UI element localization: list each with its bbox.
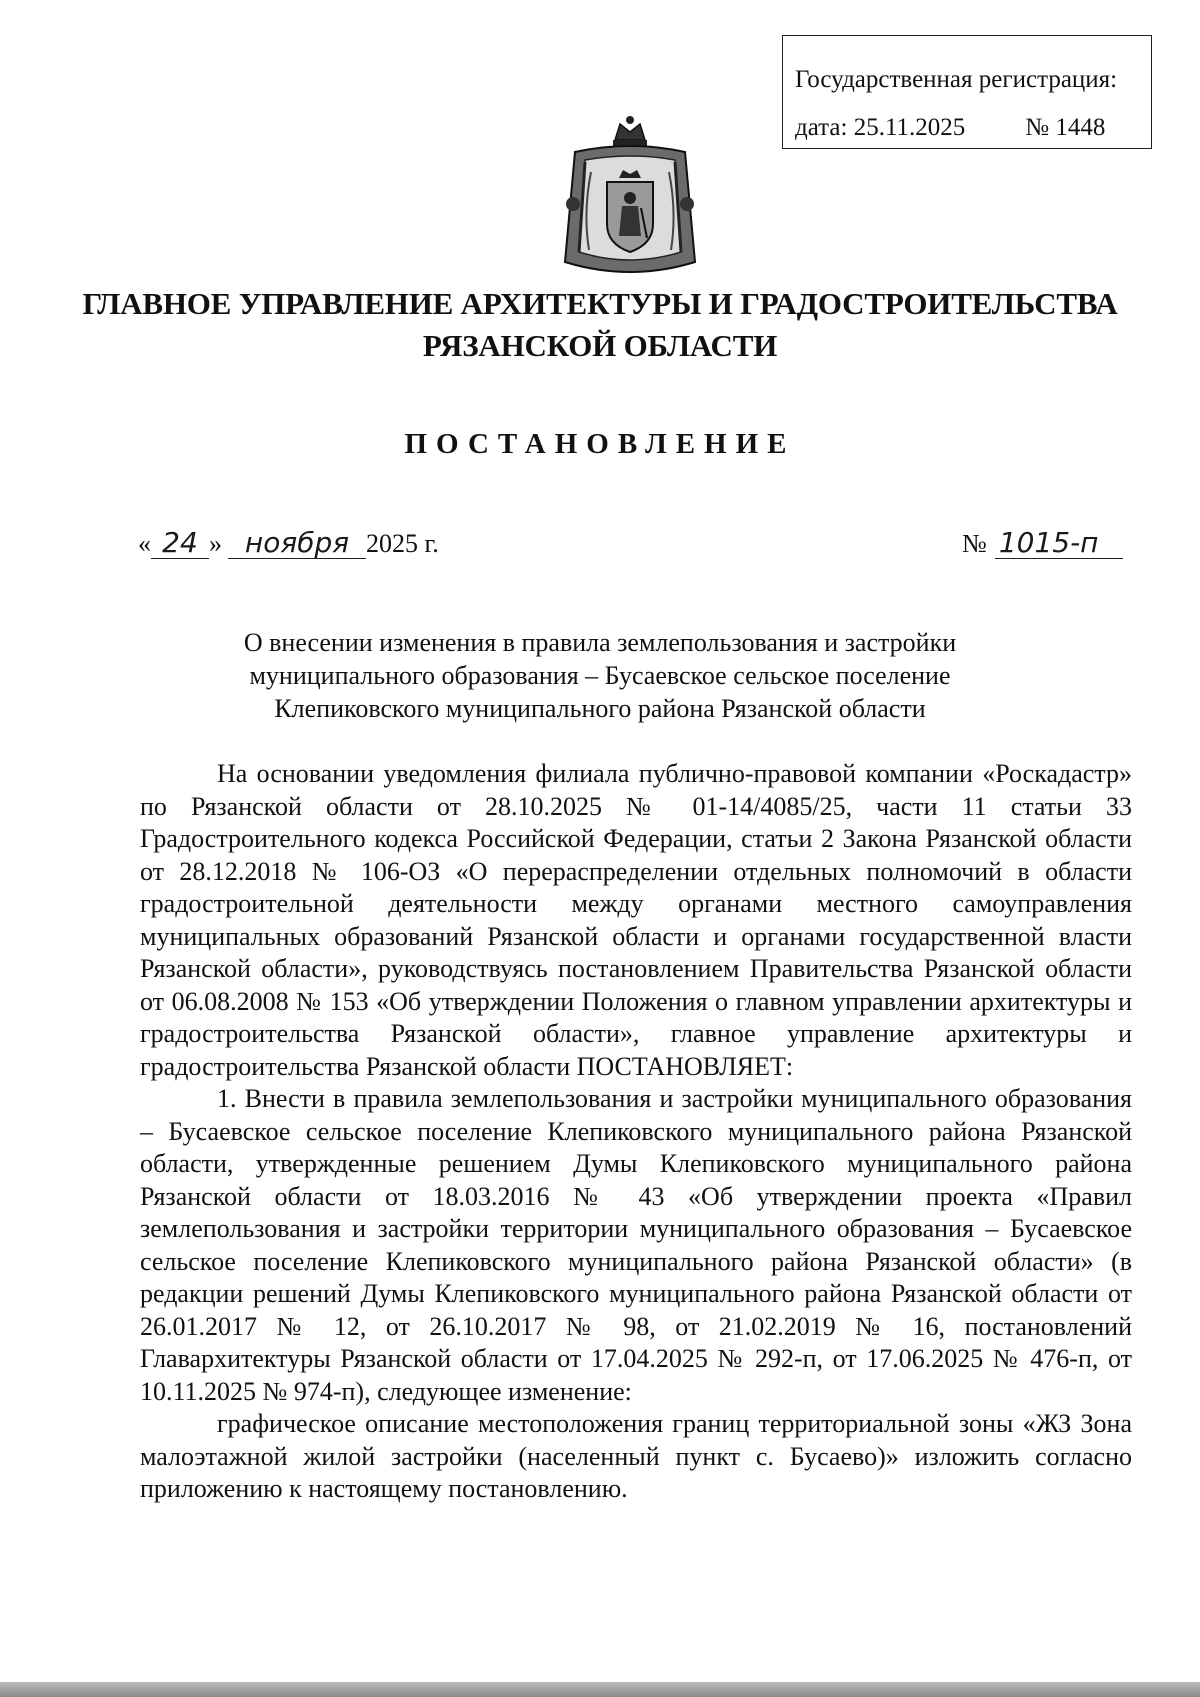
document-title	[140, 626, 1060, 725]
registration-label: Государственная регистрация:	[795, 66, 1118, 93]
document-date	[138, 528, 439, 559]
registration-details	[795, 104, 1151, 152]
number-handwritten: 1015-п	[995, 528, 1123, 559]
registration-stamp	[782, 35, 1152, 149]
organization-header	[80, 283, 1120, 367]
organization-name-line2: РЯЗАНСКОЙ ОБЛАСТИ	[422, 328, 778, 363]
organization-name-line1: ГЛАВНОЕ УПРАВЛЕНИЕ АРХИТЕКТУРЫ И ГРАДОСТРОИТЕЛЬСТВА	[82, 286, 1118, 321]
ryazan-coat-of-arms-icon	[555, 112, 705, 282]
scan-bottom-edge	[0, 1682, 1200, 1697]
document-body	[140, 758, 1132, 1506]
number-prefix: №	[962, 529, 987, 558]
registration-date: дата: 25.11.2025	[795, 114, 966, 141]
registration-number: № 1448	[1025, 114, 1106, 141]
body-paragraph-item1: 1. Внести в правила землепользования и застройки муниципального образования – Бусаевское сельское поселение Клепиковского муниципального района Рязанской области, утвержденные решением Думы Клепиковского муниципального района Рязанской области от 18.03.2016 № 43 «Об утверждении проекта «Правил землепользования и застройки территории муниципального образования – Бусаевское сельское поселение Клепиковского муниципального района Рязанской области» (в редакции решений Думы Клепиковского муниципального района Рязанской области от 26.01.2017 № 12, от 26.10.2017 № 98, от 21.02.2019 № 16, постановлений Главархитектуры Рязанской области от 17.04.2025 № 292-п, от 17.06.2025 № 476-п, от 10.11.2025 № 974-п), следующее изменение:	[140, 1084, 1132, 1406]
document-type: ПОСТАНОВЛЕНИЕ	[404, 428, 796, 460]
title-line1: О внесении изменения в правила землепользования и застройки	[243, 628, 957, 657]
body-paragraph-basis: На основании уведомления филиала публично-правовой компании «Роскадастр» по Рязанской области от 28.10.2025 № 01-14/4085/25, части 11 статьи 33 Градостроительного кодекса Российской Федерации, статьи 2 Закона Рязанской области от 28.12.2018 № 106-ОЗ «О перераспределении отдельных полномочий в области градостроительной деятельности между органами местного самоуправления муниципальных образований Рязанской области и органами государственной власти Рязанской области», руководствуясь постановлением Правительства Рязанской области от 06.08.2008 № 153 «Об утверждении Положения о главном управлении архитектуры и градостроительства Рязанской области», главное управление архитектуры и градостроительства Рязанской области ПОСТАНОВЛЯЕТ:	[140, 759, 1132, 1081]
document-number	[962, 528, 1123, 559]
date-day-handwritten: 24	[151, 528, 209, 559]
body-paragraph-change: графическое описание местоположения границ территориальной зоны «ЖЗ Зона малоэтажной жилой застройки (населенный пункт с. Бусаево)» изложить согласно приложению к настоящему постановлению.	[140, 1409, 1132, 1503]
date-year: 2025 г.	[366, 529, 439, 558]
date-close-quote: »	[209, 529, 222, 558]
date-month-handwritten: ноября	[228, 528, 366, 559]
title-line2: муниципального образования – Бусаевское сельское поселение	[249, 661, 951, 690]
title-line3: Клепиковского муниципального района Рязанской области	[274, 694, 926, 723]
date-open-quote: «	[138, 529, 151, 558]
